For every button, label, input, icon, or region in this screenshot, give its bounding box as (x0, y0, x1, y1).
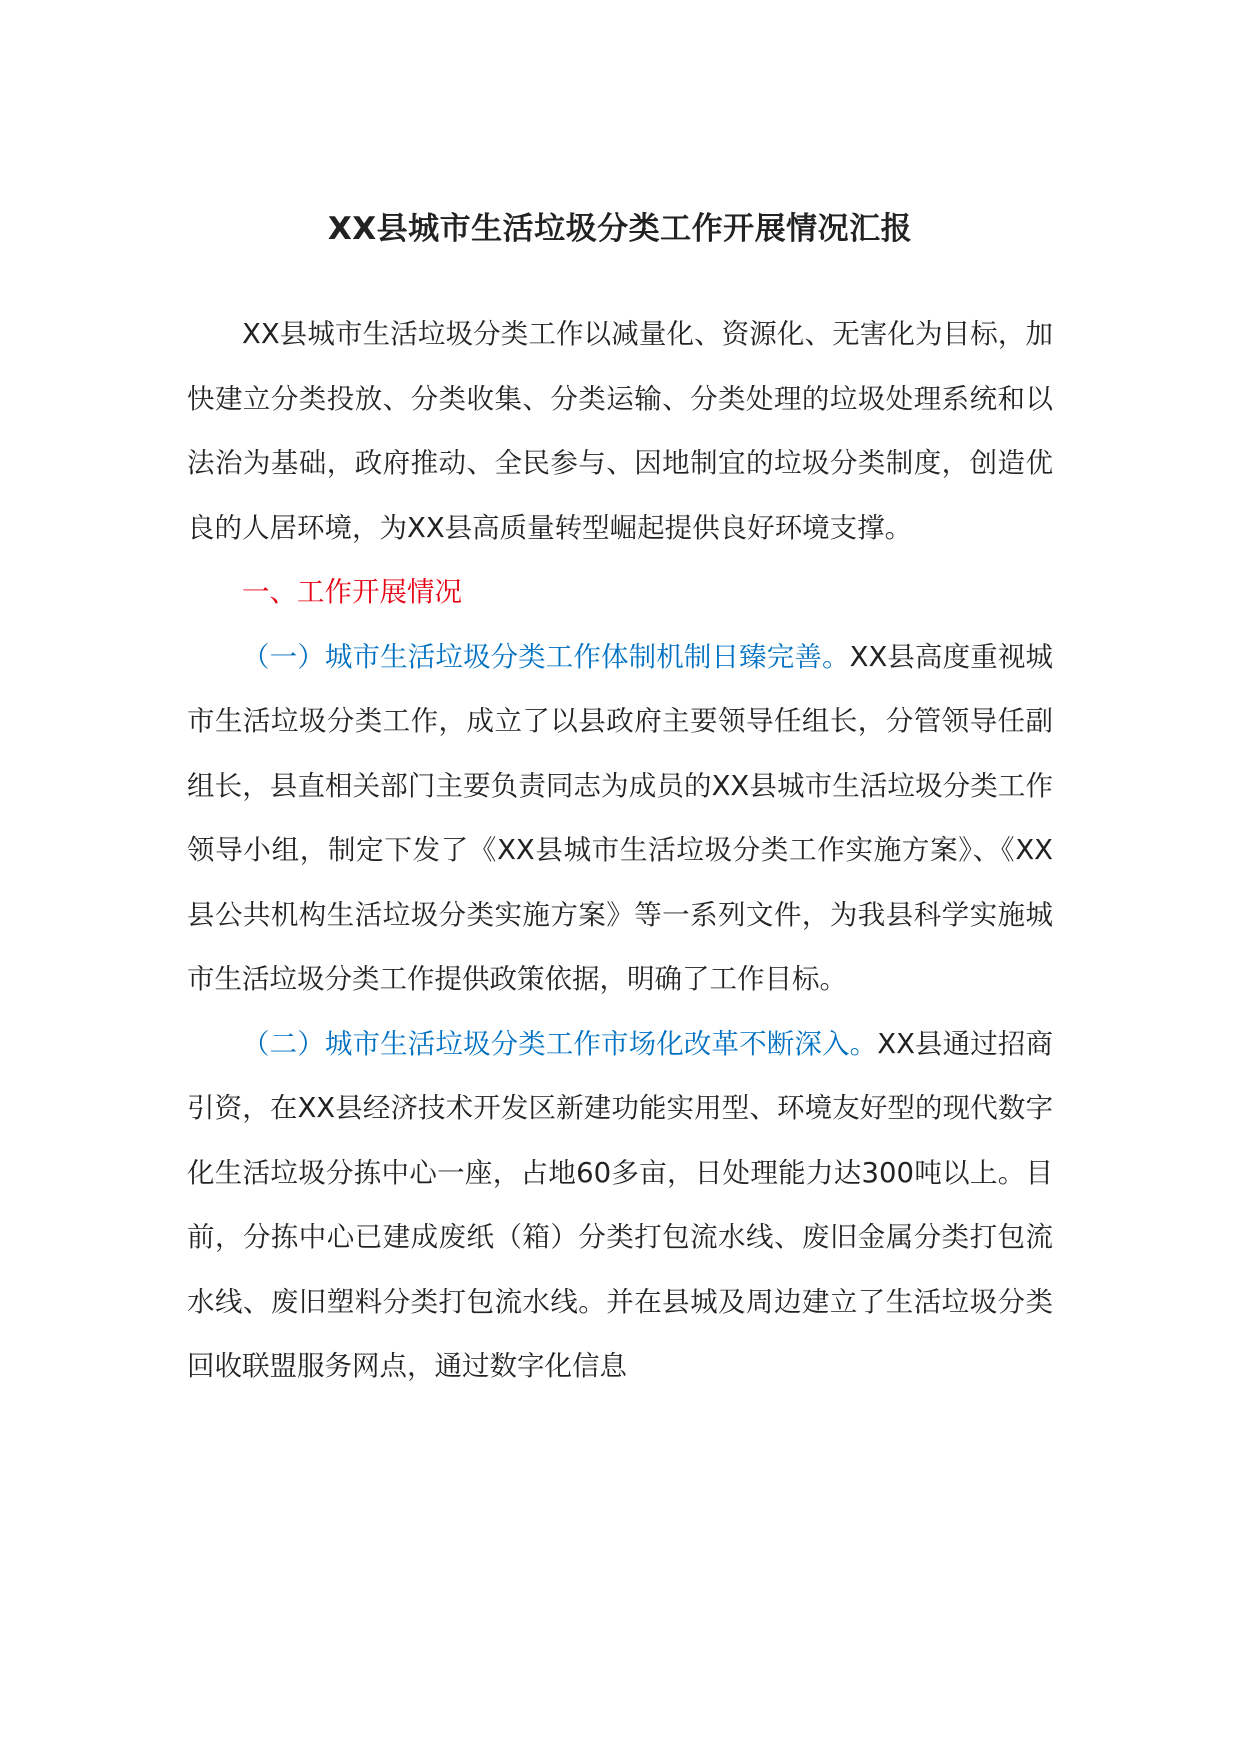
document-title: XX县城市生活垃圾分类工作开展情况汇报 (327, 211, 913, 247)
document-body (187, 302, 1053, 1399)
subsection-body-1: XX县高度重视城市生活垃圾分类工作，成立了以县政府主要领导任组长，分管领导任副组长，县直相关部门主要负责同志为成员的XX县城市生活垃圾分类工作领导小组，制定下发了《XX县城市生活垃圾分类工作实施方案》、《XX县公共机构生活垃圾分类实施方案》等一系列文件，为我县科学实施城市生活垃圾分类工作提供政策依据，明确了工作目标。 (187, 640, 1053, 995)
subsection-paragraph-2 (187, 1012, 1053, 1399)
section-heading-1 (187, 560, 1053, 625)
subsection-body-2: XX县通过招商引资，在XX县经济技术开发区新建功能实用型、环境友好型的现代数字化生活垃圾分拣中心一座，占地60多亩，日处理能力达300吨以上。目前，分拣中心已建成废纸（箱）分类打包流水线、废旧金属分类打包流水线、废旧塑料分类打包流水线。并在县城及周边建立了生活垃圾分类回收联盟服务网点，通过数字化信息 (187, 1027, 1054, 1382)
section-heading-text: 一、工作开展情况 (242, 576, 462, 608)
subsection-paragraph-1 (187, 625, 1053, 1012)
intro-paragraph: XX县城市生活垃圾分类工作以减量化、资源化、无害化为目标，加快建立分类投放、分类收集、分类运输、分类处理的垃圾处理系统和以法治为基础，政府推动、全民参与、因地制宜的垃圾分类制度，创造优良的人居环境，为XX县高质量转型崛起提供良好环境支撑。 (187, 318, 1053, 544)
subsection-heading-2: （二）城市生活垃圾分类工作市场化改革不断深入。 (242, 1027, 878, 1060)
subsection-heading-1: （一）城市生活垃圾分类工作体制机制日臻完善。 (242, 640, 850, 673)
